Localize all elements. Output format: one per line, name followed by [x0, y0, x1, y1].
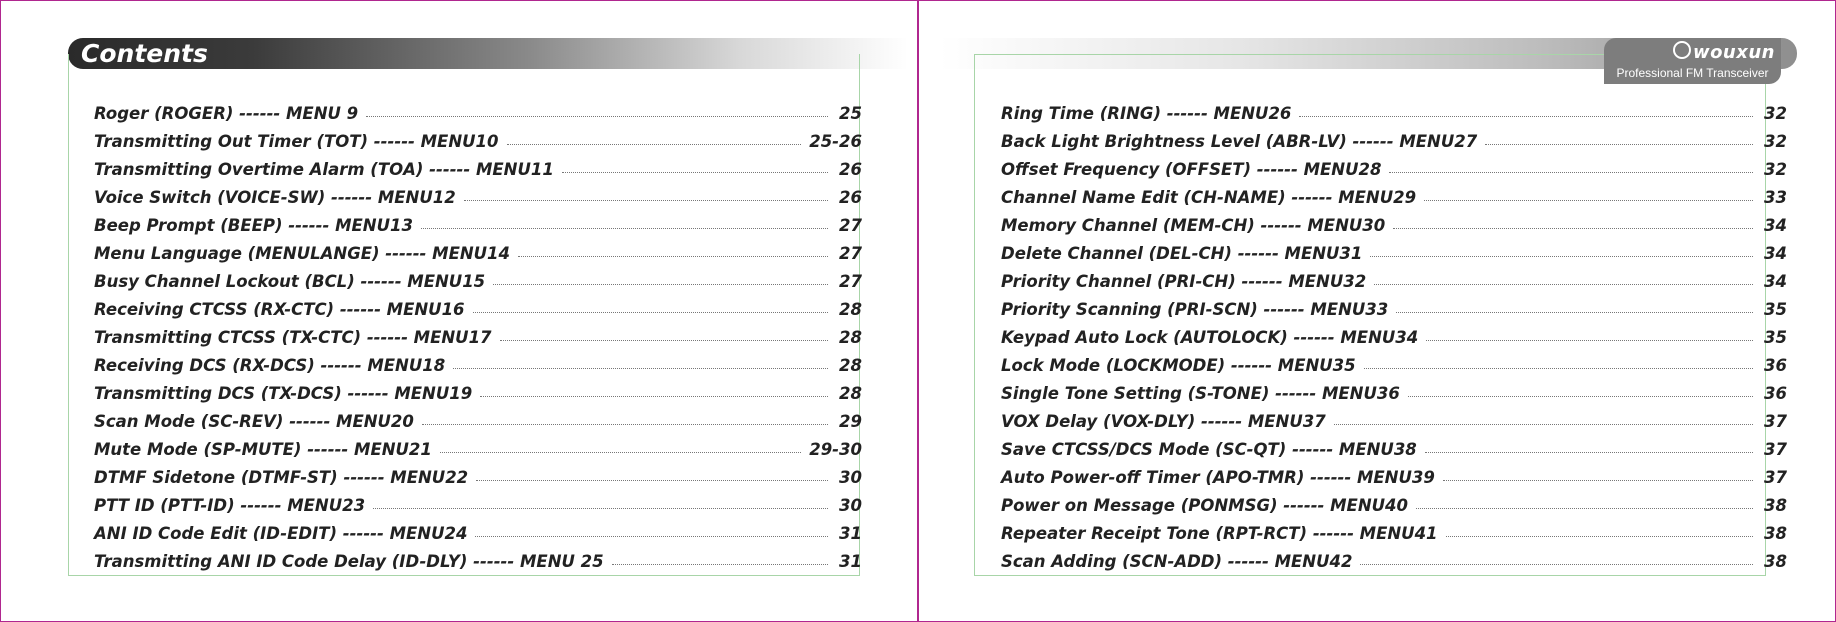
toc-entry[interactable] [1001, 263, 1787, 291]
dot-leader [476, 480, 828, 481]
left-page [0, 0, 917, 622]
toc-entry-page: 25-26 [809, 132, 862, 151]
dot-leader [1443, 480, 1753, 481]
toc-entry[interactable] [1001, 123, 1787, 151]
dot-leader [373, 508, 828, 509]
toc-entry-label: Single Tone Setting (S-TONE) ------ MENU36 [1001, 384, 1400, 403]
toc-entry-label: Memory Channel (MEM-CH) ------ MENU30 [1001, 216, 1386, 235]
toc-entry-label: Mute Mode (SP-MUTE) ------ MENU21 [94, 440, 432, 459]
toc-entry-label: Keypad Auto Lock (AUTOLOCK) ------ MENU34 [1001, 328, 1419, 347]
right-page [919, 0, 1836, 622]
dot-leader [1393, 228, 1753, 229]
dot-leader [493, 284, 828, 285]
toc-entry-label: Offset Frequency (OFFSET) ------ MENU28 [1001, 160, 1382, 179]
toc-entry[interactable] [1001, 459, 1787, 487]
toc-entry-label: Transmitting ANI ID Code Delay (ID-DLY) ------ MENU 25 [94, 552, 604, 571]
toc-entry-page: 32 [1764, 132, 1787, 151]
toc-entry-page: 34 [1764, 244, 1787, 263]
toc-entry-page: 31 [839, 524, 862, 543]
toc-entry[interactable] [1001, 319, 1787, 347]
toc-entry[interactable] [94, 347, 862, 375]
toc-entry-label: DTMF Sidetone (DTMF-ST) ------ MENU22 [94, 468, 469, 487]
dot-leader [518, 256, 828, 257]
toc-entry-label: Transmitting Out Timer (TOT) ------ MENU10 [94, 132, 499, 151]
toc-entry[interactable] [94, 95, 862, 123]
brand-logo-text: wouxun [1692, 42, 1775, 63]
toc-entry-page: 34 [1764, 272, 1787, 291]
toc-entry[interactable] [94, 431, 862, 459]
toc-entry-page: 36 [1764, 384, 1787, 403]
toc-entry-page: 26 [839, 188, 862, 207]
toc-entry-page: 28 [839, 356, 862, 375]
toc-entry-label: Power on Message (PONMSG) ------ MENU40 [1001, 496, 1408, 515]
dot-leader [366, 116, 828, 117]
dot-leader [1334, 424, 1753, 425]
dot-leader [440, 452, 801, 453]
toc-entry[interactable] [94, 403, 862, 431]
dot-leader [1425, 452, 1753, 453]
toc-entry-page: 37 [1764, 468, 1787, 487]
dot-leader [480, 396, 828, 397]
toc-entry[interactable] [1001, 487, 1787, 515]
dot-leader [507, 144, 802, 145]
toc-entry-page: 27 [839, 272, 862, 291]
toc-entry-label: Menu Language (MENULANGE) ------ MENU14 [94, 244, 511, 263]
toc-entry-page: 27 [839, 244, 862, 263]
toc-entry-label: Delete Channel (DEL-CH) ------ MENU31 [1001, 244, 1363, 263]
toc-entry[interactable] [94, 263, 862, 291]
toc-entry-label: Busy Channel Lockout (BCL) ------ MENU15 [94, 272, 486, 291]
toc-entry[interactable] [1001, 403, 1787, 431]
brand-tagline: Professional FM Transceiver [1616, 66, 1769, 80]
dot-leader [500, 340, 828, 341]
toc-entry-label: Receiving DCS (RX-DCS) ------ MENU18 [94, 356, 446, 375]
toc-entry-page: 28 [839, 328, 862, 347]
dot-leader [1416, 508, 1753, 509]
dot-leader [1389, 172, 1753, 173]
toc-entry-page: 38 [1764, 552, 1787, 571]
toc-entry[interactable] [1001, 235, 1787, 263]
toc-entry-label: Priority Scanning (PRI-SCN) ------ MENU33 [1001, 300, 1389, 319]
toc-entry[interactable] [94, 543, 862, 571]
toc-entry-page: 37 [1764, 412, 1787, 431]
toc-entry[interactable] [1001, 543, 1787, 571]
toc-entry-label: Transmitting Overtime Alarm (TOA) ------ MENU11 [94, 160, 554, 179]
toc-entry-page: 27 [839, 216, 862, 235]
toc-entry-label: Channel Name Edit (CH-NAME) ------ MENU29 [1001, 188, 1417, 207]
toc-entry-label: Beep Prompt (BEEP) ------ MENU13 [94, 216, 413, 235]
dot-leader [1370, 256, 1753, 257]
toc-entry[interactable] [1001, 95, 1787, 123]
toc-entry[interactable] [1001, 431, 1787, 459]
toc-entry-page: 29-30 [809, 440, 862, 459]
toc-entry-label: PTT ID (PTT-ID) ------ MENU23 [94, 496, 366, 515]
toc-entry-page: 31 [839, 552, 862, 571]
toc-entry[interactable] [94, 291, 862, 319]
toc-entry-label: Transmitting CTCSS (TX-CTC) ------ MENU17 [94, 328, 492, 347]
dot-leader [1424, 200, 1753, 201]
dot-leader [464, 200, 828, 201]
dot-leader [1426, 340, 1753, 341]
toc-entry[interactable] [94, 375, 862, 403]
toc-entry[interactable] [94, 123, 862, 151]
toc-entry-label: Back Light Brightness Level (ABR-LV) ------ MENU27 [1001, 132, 1478, 151]
dot-leader [453, 368, 828, 369]
brand-badge [1604, 38, 1781, 84]
toc-entry-page: 25 [839, 104, 862, 123]
dot-leader [1360, 564, 1753, 565]
toc-entry[interactable] [94, 515, 862, 543]
toc-entry-label: Scan Adding (SCN-ADD) ------ MENU42 [1001, 552, 1353, 571]
toc-entry-page: 32 [1764, 160, 1787, 179]
toc-list-right [1001, 95, 1787, 571]
dot-leader [475, 536, 828, 537]
toc-entry-page: 34 [1764, 216, 1787, 235]
dot-leader [422, 424, 828, 425]
toc-entry-label: Roger (ROGER) ------ MENU 9 [94, 104, 359, 123]
toc-entry-page: 28 [839, 384, 862, 403]
toc-entry-label: Save CTCSS/DCS Mode (SC-QT) ------ MENU38 [1001, 440, 1417, 459]
toc-entry[interactable] [1001, 347, 1787, 375]
toc-entry-label: Scan Mode (SC-REV) ------ MENU20 [94, 412, 414, 431]
toc-entry-label: Priority Channel (PRI-CH) ------ MENU32 [1001, 272, 1367, 291]
toc-entry[interactable] [94, 459, 862, 487]
toc-entry-page: 26 [839, 160, 862, 179]
toc-entry-page: 36 [1764, 356, 1787, 375]
toc-entry[interactable] [94, 151, 862, 179]
toc-entry-page: 33 [1764, 188, 1787, 207]
toc-entry-page: 30 [839, 496, 862, 515]
dot-leader [1446, 536, 1753, 537]
toc-entry-label: Auto Power-off Timer (APO-TMR) ------ MENU39 [1001, 468, 1435, 487]
dot-leader [1299, 116, 1753, 117]
toc-entry-page: 37 [1764, 440, 1787, 459]
dot-leader [1396, 312, 1753, 313]
toc-entry[interactable] [94, 179, 862, 207]
page-title: Contents [81, 39, 208, 68]
toc-entry-page: 35 [1764, 300, 1787, 319]
toc-entry-label: Repeater Receipt Tone (RPT-RCT) ------ MENU41 [1001, 524, 1438, 543]
toc-entry-label: Lock Mode (LOCKMODE) ------ MENU35 [1001, 356, 1356, 375]
toc-entry[interactable] [94, 235, 862, 263]
brand-logo [1673, 40, 1775, 63]
toc-entry[interactable] [94, 487, 862, 515]
toc-entry[interactable] [1001, 375, 1787, 403]
toc-entry-page: 30 [839, 468, 862, 487]
dot-leader [473, 312, 828, 313]
dot-leader [1364, 368, 1753, 369]
toc-entry[interactable] [1001, 515, 1787, 543]
toc-entry-label: ANI ID Code Edit (ID-EDIT) ------ MENU24 [94, 524, 468, 543]
toc-entry[interactable] [94, 319, 862, 347]
toc-entry-label: VOX Delay (VOX-DLY) ------ MENU37 [1001, 412, 1326, 431]
dot-leader [612, 564, 828, 565]
toc-entry-label: Transmitting DCS (TX-DCS) ------ MENU19 [94, 384, 473, 403]
toc-entry[interactable] [1001, 207, 1787, 235]
dot-leader [1374, 284, 1753, 285]
toc-entry-label: Receiving CTCSS (RX-CTC) ------ MENU16 [94, 300, 465, 319]
toc-entry-page: 28 [839, 300, 862, 319]
toc-entry-page: 29 [839, 412, 862, 431]
toc-entry[interactable] [1001, 291, 1787, 319]
toc-entry-label: Voice Switch (VOICE-SW) ------ MENU12 [94, 188, 456, 207]
toc-entry[interactable] [1001, 151, 1787, 179]
toc-entry-page: 32 [1764, 104, 1787, 123]
dot-leader [562, 172, 828, 173]
toc-entry[interactable] [94, 207, 862, 235]
dot-leader [421, 228, 828, 229]
toc-entry-page: 38 [1764, 524, 1787, 543]
toc-entry-label: Ring Time (RING) ------ MENU26 [1001, 104, 1292, 123]
toc-list-left [94, 95, 862, 571]
toc-entry[interactable] [1001, 179, 1787, 207]
dot-leader [1485, 144, 1753, 145]
dot-leader [1408, 396, 1753, 397]
logo-mark-icon [1673, 41, 1691, 59]
toc-entry-page: 38 [1764, 496, 1787, 515]
toc-entry-page: 35 [1764, 328, 1787, 347]
